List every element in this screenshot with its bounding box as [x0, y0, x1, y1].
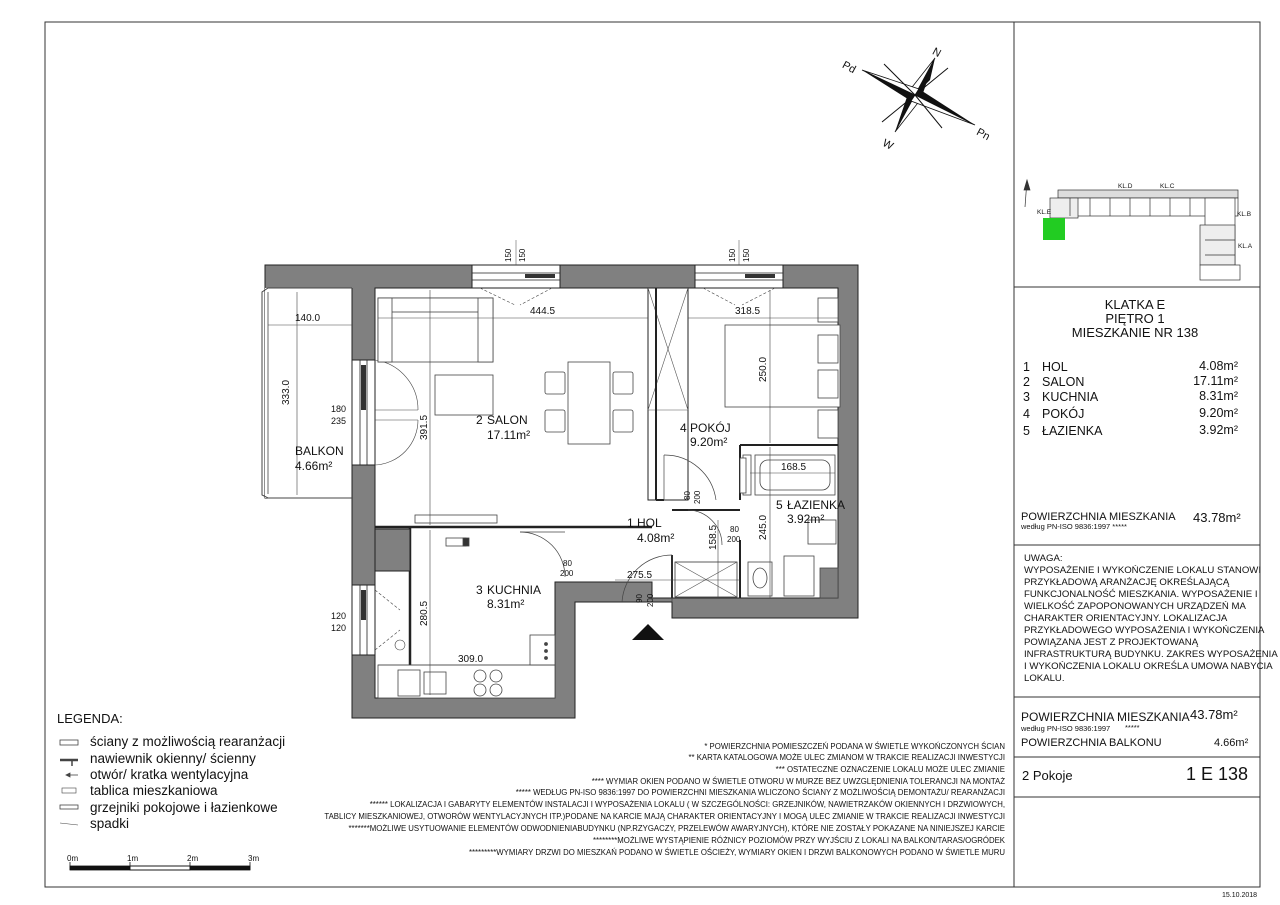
keyplan-label-d: KL.D [1118, 183, 1133, 190]
dim-balcony-length: 333.0 [281, 379, 292, 405]
list-area-5: 3.92m² [1199, 423, 1238, 437]
room-kuchnia-area: 8.31m² [487, 597, 525, 611]
note-line: PRZYKŁADOWEGO WYPOSAŻENIA I WYKOŃCZENIA [1024, 625, 1265, 636]
furniture [378, 298, 840, 698]
scale-0: 0m [67, 854, 79, 863]
dim-salon-length: 391.5 [419, 414, 430, 440]
room-kuchnia-num: 3 [476, 583, 483, 597]
list-num-4: 4 [1023, 407, 1030, 421]
dim-kitchen-length: 280.5 [419, 600, 430, 626]
list-num-2: 2 [1023, 375, 1030, 389]
keyplan-label-a: KL.A [1238, 243, 1253, 250]
room-lazienka-area: 3.92m² [787, 512, 825, 526]
room-lazienka-num: 5 [776, 498, 783, 512]
opening-door-entry-a: 90 [635, 594, 644, 603]
opening-w2-a: 150 [728, 248, 737, 262]
list-name-3: KUCHNIA [1042, 390, 1099, 404]
summary-stars: ***** [1125, 723, 1140, 732]
dim-hol-width: 275.5 [627, 570, 653, 581]
scale-3: 3m [248, 854, 260, 863]
list-area-2: 17.11m² [1193, 374, 1238, 388]
room-balkon-name: BALKON [295, 444, 344, 458]
dim-kitchen-width: 309.0 [458, 654, 484, 665]
list-name-5: ŁAZIENKA [1042, 424, 1103, 438]
scale-1: 1m [127, 854, 139, 863]
opening-door-pokoj-a: 80 [683, 491, 692, 500]
list-area-1: 4.08m² [1199, 359, 1238, 373]
keyplan-label-c: KL.C [1160, 183, 1175, 190]
opening-w2-b: 150 [742, 248, 751, 262]
note-line: WIELKOŚĆ ZAPOPONOWANYCH URZĄDZEŃ MA [1024, 601, 1246, 612]
balcony-door [352, 360, 418, 465]
dim-pokoj-length: 250.0 [758, 356, 769, 382]
note-line: POWIĄZANA JEST Z PROJEKTOWANĄ [1024, 637, 1199, 648]
compass-rose [840, 46, 992, 153]
opening-door-entry-b: 200 [646, 593, 655, 607]
total-area-sublabel: według PN-ISO 9836:1997 ***** [1021, 522, 1127, 531]
list-num-1: 1 [1023, 360, 1030, 374]
opening-door-kitchen-a: 80 [563, 559, 572, 568]
list-name-1: HOL [1042, 360, 1068, 374]
room-hol-name: HOL [637, 516, 662, 530]
apartment-code: 1 E 138 [1186, 764, 1249, 784]
footnote: *** OSTATECZNE OZNACZENIE LOKALU MOŻE ULEC ZMIANIE [775, 765, 1005, 774]
total-area-label: POWIERZCHNIA MIESZKANIA [1021, 511, 1176, 523]
summary-sublabel: według PN-ISO 9836:1997 [1021, 724, 1111, 733]
footnote: * POWIERZCHNIA POMIESZCZEŃ PODANA W ŚWIETLE WYKOŃCZONYCH ŚCIAN [704, 742, 1005, 751]
key-plan [1024, 180, 1240, 280]
legend-symbols [60, 740, 78, 825]
room-salon-name: SALON [487, 413, 528, 427]
opening-w1-a: 150 [504, 248, 513, 262]
note-line: PRZYKŁADOWĄ ARANŻACJĘ OKREŚLAJĄCĄ [1024, 577, 1230, 588]
summary-value: 43.78m² [1190, 707, 1238, 722]
list-num-5: 5 [1023, 424, 1030, 438]
footnote: *********WYMIARY DRZWI DO MIESZKAŃ PODANO W ŚWIETLE OŚCIEŻY, WYMIARY OKIEN I DRZWI BALKONOWYCH PODANO W ŚWIETLE MURU [468, 848, 1005, 857]
room-kuchnia-name: KUCHNIA [487, 583, 542, 597]
dim-balcony-width: 140.0 [295, 313, 321, 324]
room-pokoj-name: POKÓJ [690, 421, 731, 435]
list-area-3: 8.31m² [1199, 389, 1238, 403]
room-lazienka-name: ŁAZIENKA [787, 498, 846, 512]
balcony-area-value: 4.66m² [1214, 737, 1249, 749]
opening-balcony-a: 180 [331, 404, 347, 414]
opening-door-bath-a: 80 [730, 525, 739, 534]
note-line: WYPOSAŻENIE I WYKOŃCZENIE LOKALU STANOWI [1024, 565, 1262, 576]
scale-2: 2m [187, 854, 199, 863]
footnote: ***** WEDŁUG PN-ISO 9836:1997 DO POWIERZCHNI MIESZKANIA WLICZONO ŚCIANY Z MOŻLIWOŚCIĄ DEMONTAŻU/ REARANŻACJI [515, 788, 1005, 797]
window-salon [472, 240, 560, 305]
legend-item-radiators: grzejniki pokojowe i łazienkowe [90, 800, 278, 815]
note-line: I WYKOŃCZENIA LOKALU OKREŚLA UMOWA NABYCIA [1024, 661, 1273, 672]
opening-door-pokoj-b: 200 [693, 490, 702, 504]
footnote: *******MOŻLIWE USYTUOWANIE ELEMENTÓW ODWODNIENIABUDYNKU (NP.RZYGACZY, PRZELEWÓW AWARYJNYCH), KTÓRE NIE ZOSTAŁY POKAZANE NA NINIEJSZEJ KARCIE [348, 824, 1005, 833]
opening-door-kitchen-b: 200 [560, 569, 574, 578]
note-line: CHARAKTER ORIENTACYJNY. LOKALIZACJA [1024, 613, 1228, 624]
note-line: LOKALU. [1024, 673, 1065, 684]
dim-pokoj-width: 318.5 [735, 306, 761, 317]
room-hol-num: 1 [627, 516, 634, 530]
opening-balcony-b: 235 [331, 416, 347, 426]
header-stair: KLATKA E [1104, 297, 1166, 312]
summary-label: POWIERZCHNIA MIESZKANIA [1021, 710, 1190, 724]
total-area-value: 43.78m² [1193, 510, 1241, 525]
legend-item-walls: ściany z możliwością rearanżacji [90, 734, 286, 749]
room-balkon-area: 4.66m² [295, 459, 333, 473]
room-hol-area: 4.08m² [637, 531, 675, 545]
room-salon-num: 2 [476, 413, 483, 427]
kitchen-window [352, 585, 405, 655]
room-pokoj-area: 9.20m² [690, 435, 728, 449]
sidebar-header [1030, 298, 1240, 340]
compass-east: Pn [974, 126, 992, 144]
dim-bath-length: 245.0 [758, 514, 769, 540]
sheet-date: 15.10.2018 [1222, 892, 1258, 899]
header-floor: PIĘTRO 1 [1105, 311, 1165, 326]
compass-north: N [930, 45, 943, 61]
legend-item-vents: nawiewnik okienny/ ścienny [90, 751, 256, 766]
keyplan-label-b: KL.B [1237, 211, 1252, 218]
opening-kwin-b: 120 [331, 623, 347, 633]
list-name-4: POKÓJ [1042, 407, 1085, 421]
room-salon-area: 17.11m² [487, 428, 531, 442]
list-area-4: 9.20m² [1199, 406, 1238, 420]
note-line: FUNKCJONALNOŚĆ MIESZKANIA. WYPOSAŻENIE I [1024, 589, 1258, 600]
opening-door-bath-b: 200 [727, 535, 741, 544]
note-title: UWAGA: [1024, 553, 1063, 564]
keyplan-label-e: KL.E [1037, 209, 1052, 216]
header-apartment: MIESZKANIE NR 138 [1071, 325, 1199, 340]
legend-item-openings: otwór/ kratka wentylacyjna [90, 767, 249, 782]
footnote: ********MOŻLIWE WYSTĄPIENIE RÓŻNICY POZIOMÓW PRZY WYJŚCIU Z LOKALI NA BALKON/TARAS/OGRÓDEK [592, 836, 1005, 845]
legend-title: LEGENDA: [57, 711, 123, 726]
rooms-count: 2 Pokoje [1022, 768, 1073, 783]
opening-kwin-a: 120 [331, 611, 347, 621]
list-num-3: 3 [1023, 390, 1030, 404]
footnote: ** KARTA KATALOGOWA MOŻE ULEC ZMIANOM W TRAKCIE REALIZACJI INWESTYCJI [688, 753, 1005, 762]
note-line: INFRASTRUKTURĄ BUDYNKU. ZAKRES WYPOSAŻENIA [1024, 649, 1278, 660]
opening-w1-b: 150 [518, 248, 527, 262]
compass-west: W [880, 137, 896, 153]
footnote: **** WYMIAR OKIEN PODANO W ŚWIETLE OTWORU W MURZE BEZ UWZGLĘDNIENIA TOLERANCJI NA MONTAŻ [591, 777, 1005, 786]
legend-item-panel: tablica mieszkaniowa [90, 783, 218, 798]
dim-bath-width: 168.5 [781, 462, 807, 473]
footnote: ****** LOKALIZACJA I GABARYTY ELEMENTÓW INSTALACJI I WYPOSAŻENIA LOKALU ( W SZCZEGÓLNOŚCI: GRZEJNIKÓW, NAWIETRZAKÓW OKIENNYCH I DRZWIOWYCH, [369, 800, 1005, 809]
dim-salon-width: 444.5 [530, 306, 556, 317]
room-pokoj-num: 4 [680, 421, 687, 435]
balcony-area-label: POWIERZCHNIA BALKONU [1021, 737, 1162, 749]
list-name-2: SALON [1042, 375, 1085, 389]
footnote: TABLICY MIESZKANIOWEJ, OTWORÓW WENTYLACYJNYCH ITP.)PODANE NA KARCIE MAJĄ CHARAKTER ORIENTACYJNY I MOGĄ ULEC ZMIANIE W TRAKCIE REALIZACJI INWESTYCJI [324, 812, 1005, 821]
dim-hol-depth: 158.5 [708, 524, 719, 550]
compass-south: Pd [840, 59, 858, 77]
scale-bar [67, 854, 259, 870]
legend-item-slopes: spadki [90, 816, 130, 831]
